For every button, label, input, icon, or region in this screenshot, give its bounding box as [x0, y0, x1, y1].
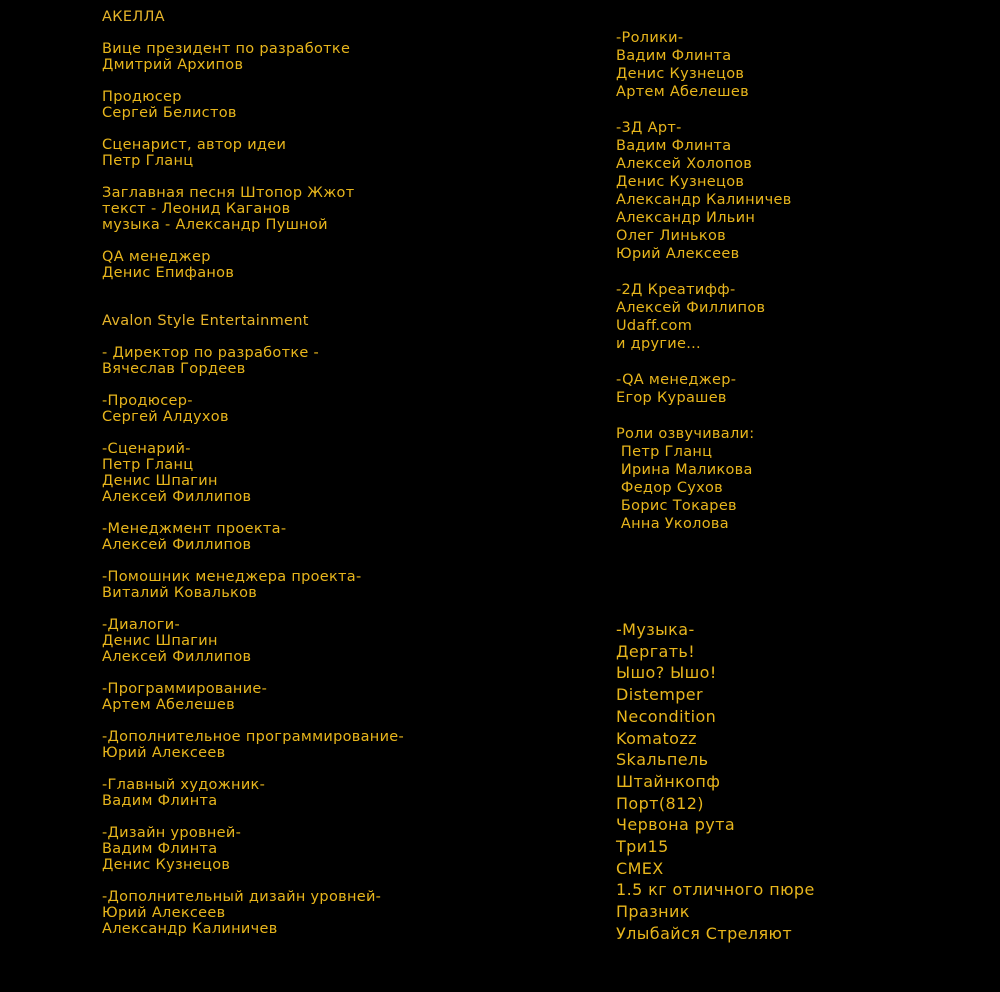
credit-name: Виталий Ковальков — [102, 585, 258, 601]
credit-name: Сергей Белистов — [102, 105, 237, 121]
band-name: Distemper — [616, 685, 703, 705]
credits-left-column — [102, 9, 522, 937]
credit-name: Денис Кузнецов — [616, 66, 745, 82]
band-name: Ышо? Ышо! — [616, 663, 717, 683]
band-name: Komatozz — [616, 728, 697, 748]
band-name: Necondition — [616, 706, 717, 726]
credit-name: и другие... — [616, 336, 701, 352]
credit-role: -Дополнительное программирование- — [102, 729, 405, 745]
band-name: Улыбайся Стреляют — [616, 923, 793, 943]
credit-name: Вадим Флинта — [102, 793, 218, 809]
credit-name: Денис Кузнецов — [102, 857, 231, 873]
credit-role: -Продюсер- — [102, 393, 193, 409]
publisher-name: АКЕЛЛА — [102, 9, 165, 25]
credit-name: Вадим Флинта — [102, 841, 218, 857]
credit-name: Петр Гланц — [102, 153, 194, 169]
credit-name: Юрий Алексеев — [102, 745, 226, 761]
credit-name: Анна Уколова — [616, 516, 729, 532]
credit-role: -Менеджмент проекта- — [102, 521, 287, 537]
credit-name: Алексей Холопов — [616, 156, 753, 172]
credit-name: Дмитрий Архипов — [102, 57, 244, 73]
credit-name: Олег Линьков — [616, 228, 726, 244]
credit-name: текст - Леонид Каганов — [102, 201, 291, 217]
credit-name: Егор Курашев — [616, 390, 727, 406]
credit-name: Александр Ильин — [616, 210, 756, 226]
credit-role: Заглавная песня Штопор Жжот — [102, 185, 355, 201]
credit-role: -3Д Арт- — [616, 120, 682, 136]
developer-name: Avalon Style Entertainment — [102, 313, 309, 329]
credit-name: Денис Шпагин — [102, 633, 218, 649]
credit-name: Петр Гланц — [616, 444, 713, 460]
band-name: Skальпель — [616, 750, 709, 770]
credit-role: -Дополнительный дизайн уровней- — [102, 889, 382, 905]
band-name: Дергать! — [616, 641, 696, 661]
credit-role: -Программирование- — [102, 681, 268, 697]
credit-name: Александр Калиничев — [102, 921, 278, 937]
credit-role: -Диалоги- — [102, 617, 180, 633]
credit-role: Продюсер — [102, 89, 182, 105]
credit-name: Денис Шпагин — [102, 473, 218, 489]
credit-role: -2Д Креатифф- — [616, 282, 736, 298]
credit-name: Артем Абелешев — [616, 84, 749, 100]
band-name: СМЕХ — [616, 858, 664, 878]
credit-role: -Дизайн уровней- — [102, 825, 242, 841]
credit-name: Артем Абелешев — [102, 697, 235, 713]
band-name: Червона рута — [616, 815, 736, 835]
credit-role: -QA менеджер- — [616, 372, 737, 388]
credit-name: Алексей Филлипов — [102, 649, 252, 665]
credit-name: Алексей Филлипов — [102, 537, 252, 553]
credit-name: Денис Кузнецов — [616, 174, 745, 190]
credit-role: -Помошник менеджера проекта- — [102, 569, 362, 585]
credit-name: Юрий Алексеев — [102, 905, 226, 921]
credit-role: -Главный художник- — [102, 777, 266, 793]
credit-name: Udaff.com — [616, 318, 693, 334]
credit-role: -Ролики- — [616, 30, 684, 46]
band-name: 1.5 кг отличного пюре — [616, 880, 815, 900]
credits-right-column — [616, 29, 976, 533]
credit-name: Ирина Маликова — [616, 462, 753, 478]
credit-name: Юрий Алексеев — [616, 246, 740, 262]
band-name: Порт(812) — [616, 793, 704, 813]
credit-name: Федор Сухов — [616, 480, 724, 496]
credit-role: Роли озвучивали: — [616, 426, 755, 442]
credit-name: Сергей Алдухов — [102, 409, 229, 425]
band-name: Штайнкопф — [616, 771, 721, 791]
band-name: Празник — [616, 902, 690, 922]
credit-role: Вице президент по разработке — [102, 41, 351, 57]
music-credits — [616, 619, 976, 945]
credit-name: Вадим Флинта — [616, 48, 732, 64]
credit-name: Вячеслав Гордеев — [102, 361, 246, 377]
credit-name: Борис Токарев — [616, 498, 737, 514]
credit-name: Алексей Филлипов — [102, 489, 252, 505]
credit-role: -Сценарий- — [102, 441, 191, 457]
credit-role: -Музыка- — [616, 620, 695, 639]
credit-name: Петр Гланц — [102, 457, 194, 473]
credit-name: музыка - Александр Пушной — [102, 217, 328, 233]
credit-name: Денис Епифанов — [102, 265, 235, 281]
credit-role: - Директор по разработке - — [102, 345, 320, 361]
credit-name: Александр Калиничев — [616, 192, 792, 208]
credit-name: Алексей Филлипов — [616, 300, 766, 316]
credit-role: QA менеджер — [102, 249, 211, 265]
band-name: Три15 — [616, 837, 669, 857]
credit-role: Сценарист, автор идеи — [102, 137, 287, 153]
credit-name: Вадим Флинта — [616, 138, 732, 154]
